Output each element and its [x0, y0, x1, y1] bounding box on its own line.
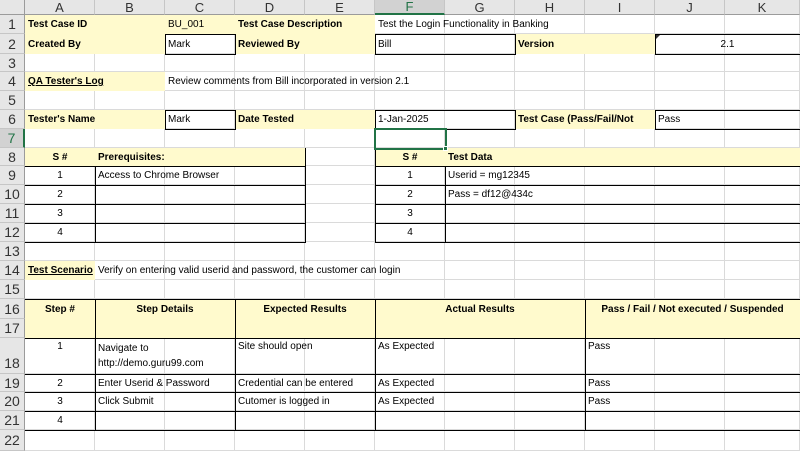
prereq-header: Prerequisites:: [95, 148, 305, 166]
created-by-value[interactable]: Mark: [168, 38, 191, 50]
border-line: [95, 299, 96, 430]
testdata-row-text[interactable]: Pass = df12@434c: [448, 189, 533, 200]
row-header-3[interactable]: 3: [0, 54, 25, 72]
border-line: [25, 204, 306, 205]
testdata-row-number: 3: [407, 208, 413, 219]
qa-log-label: QA Tester's Log: [25, 72, 165, 91]
row-header-18[interactable]: 18: [0, 338, 25, 374]
row-header-21[interactable]: 21: [0, 411, 25, 430]
step-number: 4: [57, 415, 63, 426]
tester-name-value[interactable]: Mark: [168, 114, 191, 125]
prereq-row-number: 1: [57, 170, 63, 181]
testdata-row-number: 2: [407, 189, 413, 200]
version-label: Version: [515, 34, 655, 54]
row-header-20[interactable]: 20: [0, 392, 25, 411]
steps-header-fill: [25, 319, 800, 338]
prereq-row-text[interactable]: Access to Chrome Browser: [98, 170, 220, 181]
step-expected[interactable]: Credential can be entered: [238, 377, 354, 389]
testdata-sno-header: S #: [375, 148, 445, 166]
row-header-13[interactable]: 13: [0, 242, 25, 261]
row-header-9[interactable]: 9: [0, 166, 25, 185]
prereq-row-text[interactable]: [95, 204, 305, 223]
border-line: [25, 411, 800, 412]
border-line: [585, 299, 586, 430]
step-details[interactable]: Enter Userid & Password: [98, 377, 210, 389]
row-header-7[interactable]: 7: [0, 129, 25, 148]
prereq-sno-header: S #: [25, 148, 95, 166]
border-line: [375, 204, 800, 205]
border-line: [95, 166, 96, 242]
version-value[interactable]: 2.1: [720, 38, 735, 50]
border-line: [375, 166, 800, 167]
border-line: [25, 299, 800, 300]
row-header-5[interactable]: 5: [0, 91, 25, 110]
date-tested-label: Date Tested: [235, 110, 375, 129]
test-scenario-label: Test Scenario: [25, 261, 95, 280]
testdata-header: Test Data: [445, 148, 800, 166]
step-number: 2: [57, 377, 63, 389]
border-line: [25, 430, 800, 431]
reviewed-by-value[interactable]: Bill: [378, 38, 392, 50]
testdata-row-text[interactable]: [445, 204, 800, 223]
date-tested-value[interactable]: 1-Jan-2025: [378, 114, 429, 125]
row-header-10[interactable]: 10: [0, 185, 25, 204]
row-header-2[interactable]: 2: [0, 34, 25, 54]
created-by-label: Created By: [25, 34, 165, 54]
step-actual[interactable]: As Expected: [378, 377, 435, 389]
test-scenario-text[interactable]: Verify on entering valid userid and password, the customer can login: [98, 265, 401, 276]
steps-header-actual: Actual Results: [375, 299, 585, 319]
description-label: Test Case Description: [235, 15, 375, 34]
test-result-label: Test Case (Pass/Fail/Not: [515, 110, 655, 129]
step-details[interactable]: Click Submit: [98, 396, 154, 407]
comment-indicator-icon[interactable]: [655, 34, 661, 40]
prereq-row-number: 3: [57, 208, 63, 219]
column-header-g[interactable]: G: [445, 0, 515, 15]
step-details[interactable]: Navigate to http://demo.guru99.com: [98, 343, 204, 369]
fill-handle[interactable]: [443, 146, 448, 151]
test-case-id-label: Test Case ID: [25, 15, 165, 34]
prereq-row-number: 2: [57, 189, 63, 200]
select-all-corner[interactable]: [0, 0, 25, 15]
column-header-c[interactable]: C: [165, 0, 235, 15]
step-expected[interactable]: [235, 411, 375, 430]
row-header-22[interactable]: 22: [0, 430, 25, 451]
column-header-k[interactable]: K: [725, 0, 800, 15]
steps-header-expected: Expected Results: [235, 299, 375, 319]
row-header-8[interactable]: 8: [0, 148, 25, 166]
column-header-a[interactable]: A: [25, 0, 95, 15]
border-line: [25, 185, 306, 186]
border-line: [445, 166, 446, 242]
border-line: [25, 392, 800, 393]
test-result-value[interactable]: Pass: [658, 114, 681, 125]
border-line: [25, 374, 800, 375]
steps-header-status: Pass / Fail / Not executed / Suspended: [585, 299, 800, 319]
border-line: [375, 223, 800, 224]
test-case-id-value[interactable]: BU_001: [165, 15, 235, 34]
column-header-i[interactable]: I: [585, 0, 655, 15]
row-header-17[interactable]: 17: [0, 319, 25, 338]
row-header-12[interactable]: 12: [0, 223, 25, 242]
border-line: [25, 223, 306, 224]
border-line: [25, 242, 306, 243]
testdata-row-number: 1: [407, 170, 413, 181]
row-header-4[interactable]: 4: [0, 72, 25, 91]
step-number: 3: [57, 396, 63, 407]
reviewed-by-label: Reviewed By: [235, 34, 375, 54]
border-line: [375, 299, 376, 430]
step-actual[interactable]: As Expected: [378, 341, 435, 352]
column-header-d[interactable]: D: [235, 0, 305, 15]
steps-header-details: Step Details: [95, 299, 235, 319]
row-header-19[interactable]: 19: [0, 374, 25, 392]
selected-cell[interactable]: [374, 128, 447, 150]
testdata-row-text[interactable]: Userid = mg12345: [448, 170, 530, 181]
step-status[interactable]: Pass: [588, 396, 611, 407]
column-header-j[interactable]: J: [655, 0, 725, 15]
row-header-16[interactable]: 16: [0, 299, 25, 319]
row-header-14[interactable]: 14: [0, 261, 25, 280]
step-number: 1: [57, 341, 63, 352]
testdata-row-number: 4: [407, 227, 413, 238]
column-header-f[interactable]: F: [375, 0, 445, 15]
steps-header-step: Step #: [25, 299, 95, 319]
border-line: [375, 148, 376, 243]
border-line: [375, 185, 800, 186]
prereq-row-text[interactable]: [95, 185, 305, 204]
step-status[interactable]: Pass: [588, 341, 611, 352]
step-status[interactable]: Pass: [588, 377, 611, 389]
border-line: [25, 338, 800, 339]
column-header-b[interactable]: B: [95, 0, 165, 15]
column-header-h[interactable]: H: [515, 0, 585, 15]
step-actual[interactable]: As Expected: [378, 396, 435, 407]
border-line: [305, 148, 306, 243]
step-actual[interactable]: [375, 411, 585, 430]
prereq-row-text[interactable]: [95, 223, 305, 242]
step-details[interactable]: [95, 411, 235, 430]
row-header-15[interactable]: 15: [0, 280, 25, 299]
row-header-11[interactable]: 11: [0, 204, 25, 223]
row-header-1[interactable]: 1: [0, 15, 25, 34]
qa-log-text[interactable]: Review comments from Bill incorporated in version 2.1: [168, 76, 410, 87]
border-line: [375, 242, 800, 243]
column-header-e[interactable]: E: [305, 0, 375, 15]
step-expected[interactable]: Site should open: [238, 341, 313, 352]
prereq-row-number: 4: [57, 227, 63, 238]
row-header-6[interactable]: 6: [0, 110, 25, 129]
border-line: [235, 299, 236, 430]
tester-name-label: Tester's Name: [25, 110, 165, 129]
step-expected[interactable]: Cutomer is logged in: [238, 396, 330, 407]
border-line: [25, 166, 306, 167]
testdata-row-text[interactable]: [445, 223, 800, 242]
step-status[interactable]: [585, 411, 800, 430]
description-value[interactable]: Test the Login Functionality in Banking: [378, 19, 549, 30]
